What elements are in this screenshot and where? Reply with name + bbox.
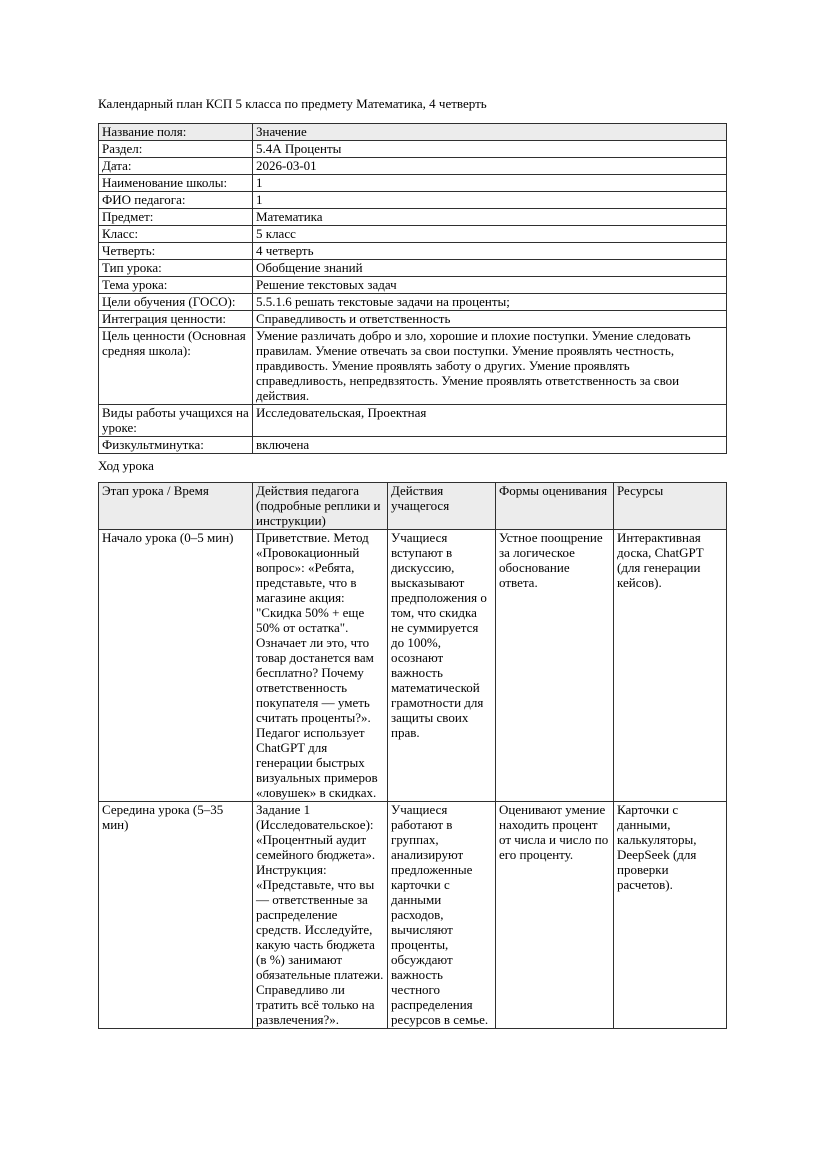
table-header-row: [99, 483, 727, 530]
field-value-cell: включена: [253, 437, 727, 454]
field-label-cell: Тема урока:: [99, 277, 253, 294]
field-value-cell: Справедливость и ответственность: [253, 311, 727, 328]
resources-cell: Карточки с данными, калькуляторы, DeepSeek (для проверки расчетов).: [614, 802, 727, 1029]
table-row: [99, 294, 727, 311]
document-title: Календарный план КСП 5 класса по предмету Математика, 4 четверть: [98, 96, 487, 111]
table-row: [99, 192, 727, 209]
teacher-actions-cell: Приветствие. Метод «Провокационный вопрос»: «Ребята, представьте, что в магазине акция: "Скидка 50% + еще 50% от остатка". Означает ли это, что товар достанется вам бесплатно? Почему ответственность покупателя — уметь считать проценты?». Педагог использует ChatGPT для генерации быстрых визуальных примеров «ловушек» в скидках.: [253, 530, 388, 802]
table-row: [99, 209, 727, 226]
teacher-actions-cell: Задание 1 (Исследовательское): «Процентный аудит семейного бюджета». Инструкция: «Представьте, что вы — ответственные за распределение средств. Исследуйте, какую часть бюджета (в %) занимают обязательные платежи. Справедливо ли тратить всё только на развлечения?».: [253, 802, 388, 1029]
table-header-row: [99, 124, 727, 141]
field-label-cell: ФИО педагога:: [99, 192, 253, 209]
field-value-cell: 5 класс: [253, 226, 727, 243]
field-value-cell: Обобщение знаний: [253, 260, 727, 277]
table-row: [99, 311, 727, 328]
table-row: [99, 243, 727, 260]
column-header-teacher-actions: Действия педагога (подробные реплики и инструкции): [253, 483, 388, 530]
field-label-cell: Физкультминутка:: [99, 437, 253, 454]
assessment-cell: Оценивают умение находить процент от числа и число по его проценту.: [496, 802, 614, 1029]
student-actions-cell: Учащиеся вступают в дискуссию, высказывают предположения о том, что скидка не суммируется до 100%, осознают важность математической грамотности для защиты своих прав.: [388, 530, 496, 802]
field-value-cell: 5.4А Проценты: [253, 141, 727, 158]
table-row: [99, 437, 727, 454]
column-header-value: Значение: [253, 124, 727, 141]
lesson-flow-table: [98, 482, 727, 1029]
stage-cell: Начало урока (0–5 мин): [99, 530, 253, 802]
field-value-cell: 2026-03-01: [253, 158, 727, 175]
table-row: [99, 405, 727, 437]
column-header-field-name: Название поля:: [99, 124, 253, 141]
field-label-cell: Цели обучения (ГОСО):: [99, 294, 253, 311]
table-row: [99, 328, 727, 405]
resources-cell: Интерактивная доска, ChatGPT (для генерации кейсов).: [614, 530, 727, 802]
table-row: [99, 175, 727, 192]
table-row: [99, 260, 727, 277]
field-label-cell: Дата:: [99, 158, 253, 175]
field-label-cell: Виды работы учащихся на уроке:: [99, 405, 253, 437]
table-row: [99, 530, 727, 802]
field-value-cell: 5.5.1.6 решать текстовые задачи на проценты;: [253, 294, 727, 311]
field-label-cell: Наименование школы:: [99, 175, 253, 192]
table-row: [99, 802, 727, 1029]
stage-cell: Середина урока (5–35 мин): [99, 802, 253, 1029]
table-row: [99, 226, 727, 243]
column-header-stage: Этап урока / Время: [99, 483, 253, 530]
student-actions-cell: Учащиеся работают в группах, анализируют предложенные карточки с данными расходов, вычисляют проценты, обсуждают важность честного распределения ресурсов в семье.: [388, 802, 496, 1029]
field-value-cell: Математика: [253, 209, 727, 226]
field-label-cell: Интеграция ценности:: [99, 311, 253, 328]
field-value-cell: Решение текстовых задач: [253, 277, 727, 294]
section-heading: Ход урока: [98, 458, 154, 473]
field-label-cell: Раздел:: [99, 141, 253, 158]
table-row: [99, 158, 727, 175]
table-row: [99, 277, 727, 294]
field-label-cell: Тип урока:: [99, 260, 253, 277]
field-value-cell: 4 четверть: [253, 243, 727, 260]
field-value-cell: Исследовательская, Проектная: [253, 405, 727, 437]
column-header-assessment: Формы оценивания: [496, 483, 614, 530]
field-label-cell: Предмет:: [99, 209, 253, 226]
field-label-cell: Четверть:: [99, 243, 253, 260]
metadata-table: [98, 123, 727, 454]
field-value-cell: Умение различать добро и зло, хорошие и плохие поступки. Умение следовать правилам. Умение отвечать за свои поступки. Умение проявлять честность, правдивость. Умение проявлять заботу о других. Умение проявлять справедливость, непредвзятость. Умение проявлять ответственность за свои действия.: [253, 328, 727, 405]
column-header-student-actions: Действия учащегося: [388, 483, 496, 530]
field-value-cell: 1: [253, 175, 727, 192]
table-row: [99, 141, 727, 158]
field-label-cell: Цель ценности (Основная средняя школа):: [99, 328, 253, 405]
field-label-cell: Класс:: [99, 226, 253, 243]
field-value-cell: 1: [253, 192, 727, 209]
assessment-cell: Устное поощрение за логическое обоснование ответа.: [496, 530, 614, 802]
column-header-resources: Ресурсы: [614, 483, 727, 530]
